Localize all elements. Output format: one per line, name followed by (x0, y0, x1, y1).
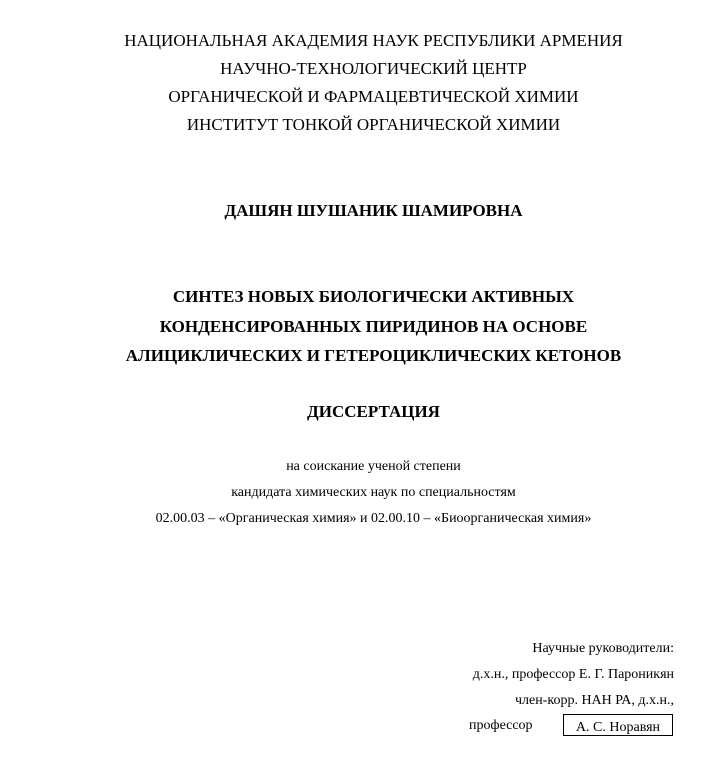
degree-line-1: на соискание ученой степени (286, 459, 461, 474)
supervisor-2-credentials: член-корр. НАН РА, д.х.н., (514, 693, 674, 708)
document-type: ДИССЕРТАЦИЯ (307, 402, 440, 421)
degree-line-2: кандидата химических наук по специальностям (231, 485, 516, 500)
title-line-2: КОНДЕНСИРОВАННЫХ ПИРИДИНОВ НА ОСНОВЕ (159, 317, 588, 336)
institution-line-1: НАЦИОНАЛЬНАЯ АКАДЕМИЯ НАУК РЕСПУБЛИКИ АРМЕНИЯ (124, 31, 623, 50)
supervisors-heading: Научные руководители: (532, 641, 674, 656)
degree-line-3: 02.00.03 – «Органическая химия» и 02.00.10 – «Биоорганическая химия» (155, 511, 592, 526)
institution-line-3: ОРГАНИЧЕСКОЙ И ФАРМАЦЕВТИЧЕСКОЙ ХИМИИ (168, 87, 579, 106)
supervisor-2-name-box: А. С. Норавян (563, 714, 673, 736)
title-line-3: АЛИЦИКЛИЧЕСКИХ И ГЕТЕРОЦИКЛИЧЕСКИХ КЕТОНОВ (125, 346, 622, 365)
author-name: ДАШЯН ШУШАНИК ШАМИРОВНА (224, 201, 523, 220)
institution-line-2: НАУЧНО-ТЕХНОЛОГИЧЕСКИЙ ЦЕНТР (220, 59, 527, 78)
institution-line-4: ИНСТИТУТ ТОНКОЙ ОРГАНИЧЕСКОЙ ХИМИИ (186, 115, 561, 134)
title-line-1: СИНТЕЗ НОВЫХ БИОЛОГИЧЕСКИ АКТИВНЫХ (172, 287, 575, 306)
supervisor-1: д.х.н., профессор Е. Г. Пароникян (472, 667, 674, 682)
supervisor-2-title: профессор (469, 718, 533, 733)
